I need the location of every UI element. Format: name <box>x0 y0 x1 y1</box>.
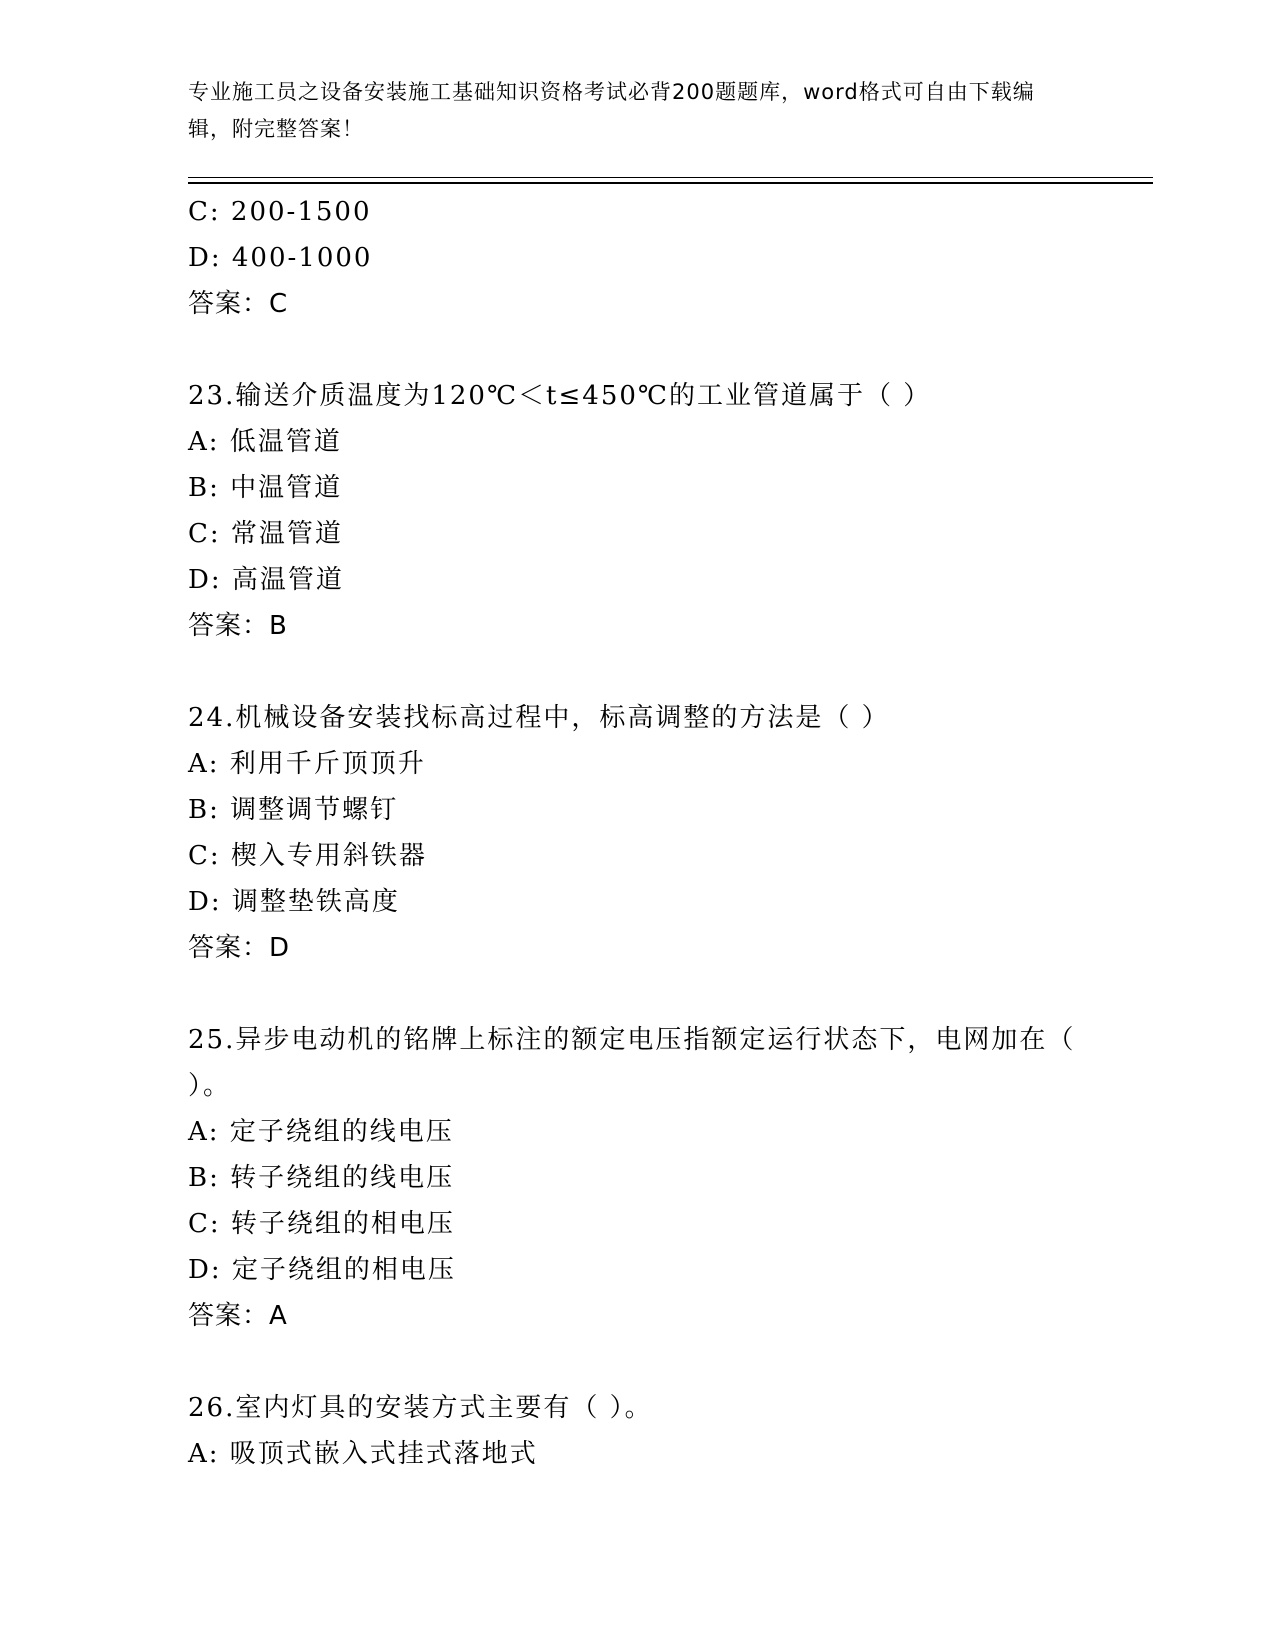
option-a: A: 定子绕组的线电压 <box>188 1117 454 1147</box>
option-c: C: 楔入专用斜铁器 <box>188 841 427 871</box>
question-stem: 23.输送介质温度为120℃＜t≤450℃的工业管道属于（ ） <box>188 381 932 411</box>
answer-line: 答案：A <box>188 1301 288 1331</box>
header-divider-thick <box>188 182 1153 184</box>
option-d: D: 定子绕组的相电压 <box>188 1255 456 1285</box>
option-d: D: 400-1000 <box>188 243 373 273</box>
spacer <box>188 649 1108 695</box>
answer-line: 答案：D <box>188 933 291 963</box>
option-a: A: 低温管道 <box>188 427 342 457</box>
option-d: D: 调整垫铁高度 <box>188 887 400 917</box>
question-list <box>188 189 1108 1477</box>
answer-line: 答案：B <box>188 611 288 641</box>
document-header: 专业施工员之设备安装施工基础知识资格考试必背200题题库，word格式可自由下载编辑，附完整答案！ <box>188 80 1035 141</box>
header-divider-thin <box>188 177 1153 178</box>
option-c: C: 常温管道 <box>188 519 343 549</box>
spacer <box>188 327 1108 373</box>
question-stem: 25.异步电动机的铭牌上标注的额定电压指额定运行状态下，电网加在（ ）。 <box>188 1025 1076 1101</box>
question-stem: 26.室内灯具的安装方式主要有（ ）。 <box>188 1393 653 1423</box>
option-b: B: 转子绕组的线电压 <box>188 1163 455 1193</box>
option-d: D: 高温管道 <box>188 565 344 595</box>
option-a: A: 利用千斤顶顶升 <box>188 749 426 779</box>
question-stem: 24.机械设备安装找标高过程中，标高调整的方法是（ ） <box>188 703 890 733</box>
option-c: C: 200-1500 <box>188 197 372 227</box>
option-a: A: 吸顶式嵌入式挂式落地式 <box>188 1439 538 1469</box>
answer-line: 答案：C <box>188 289 289 319</box>
spacer <box>188 1339 1108 1385</box>
spacer <box>188 971 1108 1017</box>
option-c: C: 转子绕组的相电压 <box>188 1209 455 1239</box>
option-b: B: 中温管道 <box>188 473 343 503</box>
option-b: B: 调整调节螺钉 <box>188 795 399 825</box>
